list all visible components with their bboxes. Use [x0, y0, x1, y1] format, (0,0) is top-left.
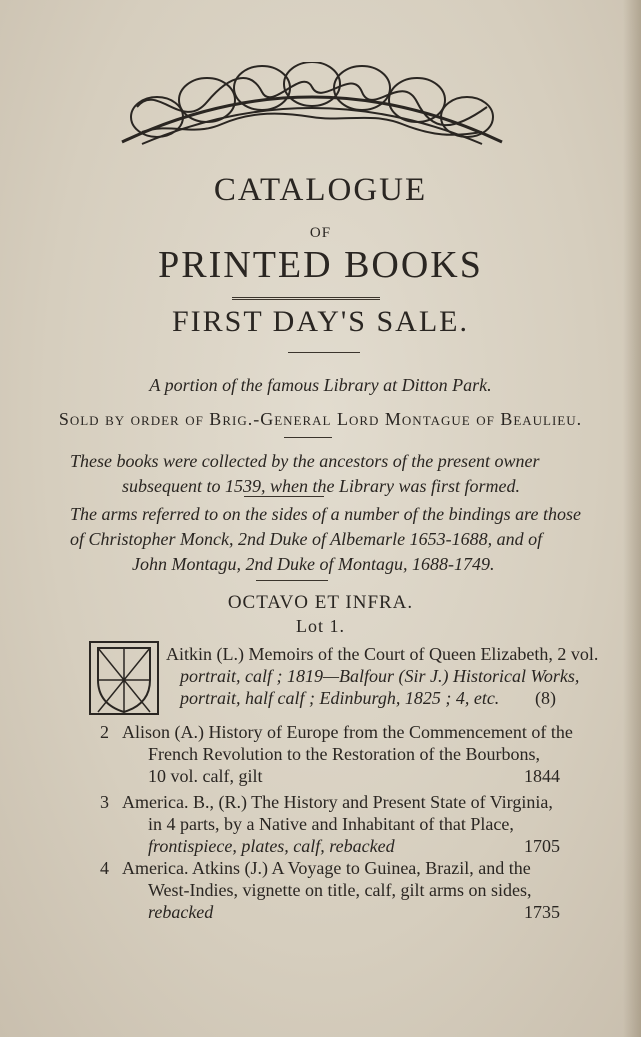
entry-line: America. B., (R.) The History and Present State of Virginia, — [122, 792, 553, 812]
section-heading: OCTAVO ET INFRA. — [227, 592, 414, 613]
lot-entry — [100, 857, 580, 923]
entry-line: French Revolution to the Restoration of the Bourbons, — [148, 744, 540, 764]
entry-year: 1705 — [524, 836, 560, 856]
collected-line-1: These books were collected by the ancestors of the present owner — [70, 451, 540, 471]
lot-entry — [166, 643, 599, 709]
arms-paragraph — [70, 502, 590, 577]
entry-year: 1844 — [524, 766, 560, 786]
printed-books-heading: PRINTED BOOKS — [158, 244, 483, 286]
entry-line: America. Atkins (J.) A Voyage to Guinea, Brazil, and the — [122, 858, 531, 878]
rule-divider — [288, 352, 360, 353]
catalogue-title: CATALOGUE — [213, 172, 428, 208]
title-of: OF — [309, 225, 332, 241]
collected-paragraph — [70, 449, 590, 499]
arms-line-3: John Montagu, 2nd Duke of Montagu, 1688-1749. — [132, 554, 495, 574]
rule-divider — [244, 496, 324, 497]
collected-line-2: subsequent to 1539, when the Library was first formed. — [122, 476, 521, 496]
lot-number: 4 — [100, 858, 109, 878]
rule-divider — [284, 437, 332, 438]
rule-divider — [232, 297, 380, 300]
arms-line-2: of Christopher Monck, 2nd Duke of Albemarle 1653-1688, and of — [70, 529, 543, 549]
entry-year: 1735 — [524, 902, 560, 922]
sold-by-line: Sold by order of Brig.-General Lord Montague of Beaulieu. — [58, 409, 583, 429]
armorial-crest-icon — [88, 640, 160, 716]
entry-line: 10 vol. calf, gilt — [148, 766, 263, 786]
ornamental-banner-icon — [112, 62, 512, 150]
entry-line: frontispiece, plates, calf, rebacked — [148, 836, 395, 856]
lot-number: 3 — [100, 792, 109, 812]
entry-line: portrait, half calf ; Edinburgh, 1825 ; 4, etc. — [180, 688, 500, 708]
entry-line: Alison (A.) History of Europe from the Commencement of the — [122, 722, 573, 742]
lot-label: Lot 1. — [296, 616, 345, 636]
arms-line-1: The arms referred to on the sides of a number of the bindings are those — [70, 504, 581, 524]
lot-number: 2 — [100, 722, 109, 742]
rule-divider — [256, 580, 328, 581]
sale-heading: FIRST DAY'S SALE. — [172, 305, 469, 338]
entry-line: rebacked — [148, 902, 214, 922]
entry-count: (8) — [535, 688, 556, 708]
lot-entry — [100, 721, 580, 787]
entry-line: in 4 parts, by a Native and Inhabitant of that Place, — [148, 814, 514, 834]
entry-line: Aitkin (L.) Memoirs of the Court of Queen Elizabeth, 2 vol. — [166, 644, 599, 664]
lot-entry — [100, 791, 580, 857]
entry-line: West-Indies, vignette on title, calf, gilt arms on sides, — [148, 880, 532, 900]
entry-line: portrait, calf ; 1819—Balfour (Sir J.) Historical Works, — [180, 666, 580, 686]
portion-note: A portion of the famous Library at Ditton Park. — [149, 375, 492, 395]
